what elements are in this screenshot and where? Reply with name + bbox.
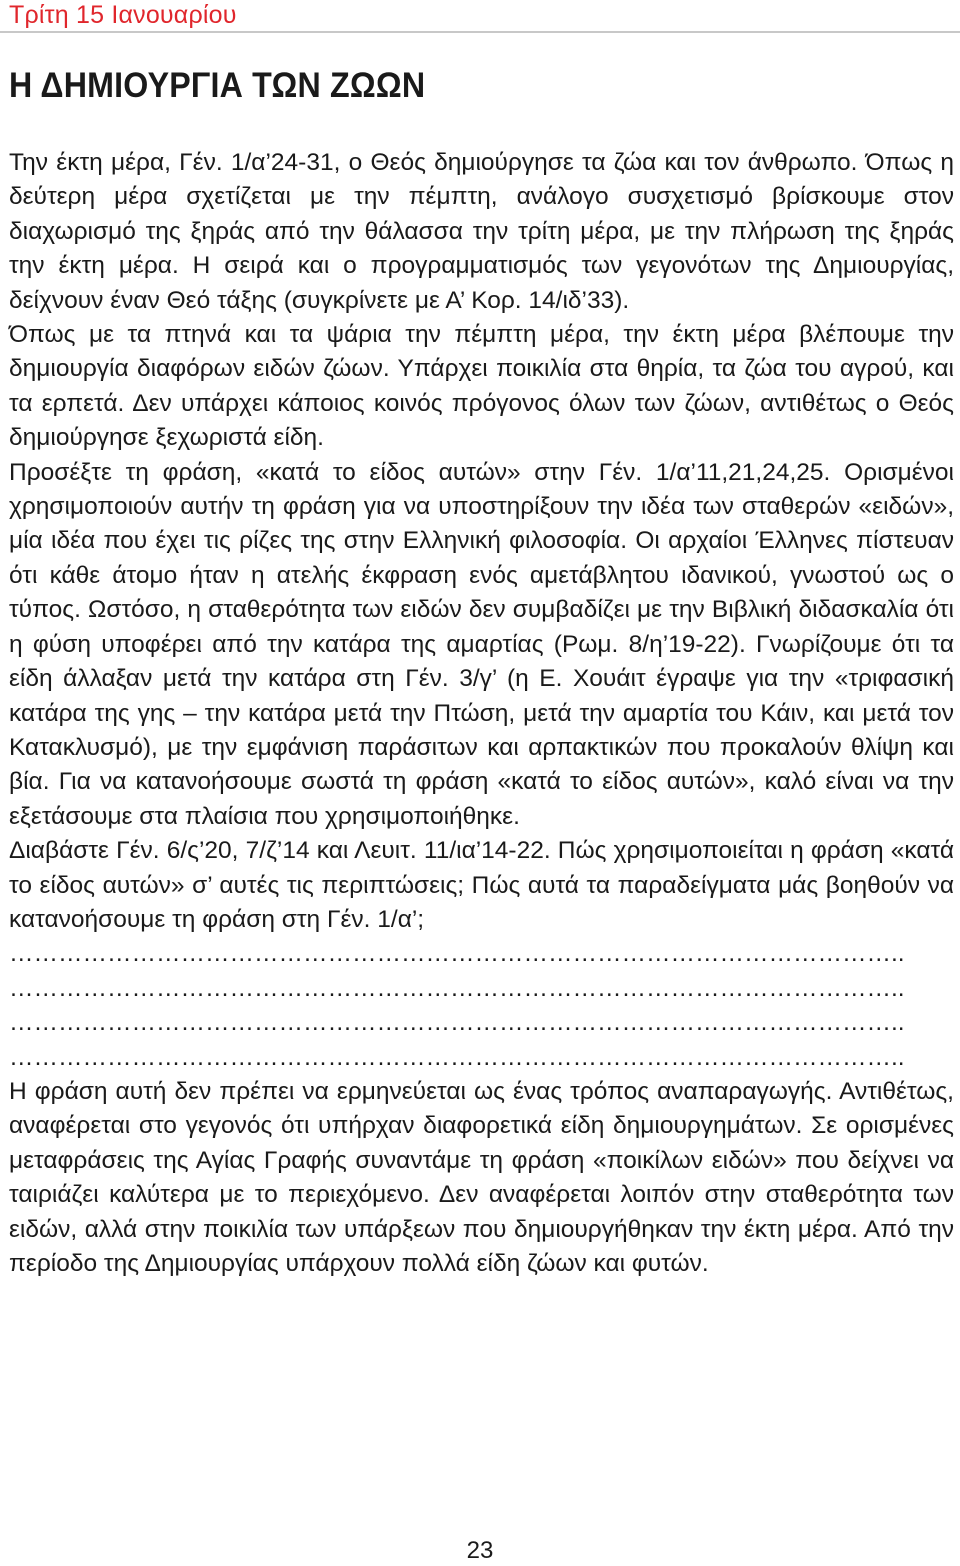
answer-line[interactable]: ……………………………………………………………………………………………….. [9, 940, 905, 968]
answer-line[interactable]: ……………………………………………………………………………………………….. [9, 974, 905, 1002]
header-date: Τρίτη 15 Ιανουαρίου [9, 1, 237, 29]
paragraph-question: Διαβάστε Γέν. 6/ς’20, 7/ζ’14 και Λευιτ. 11/ια’14-22. Πώς χρησιμοποιείται η φράση «κατά το είδος αυτών» σ’ αυτές τις περιπτώσεις; Πώς αυτά τα παραδείγματα μάς βοηθούν να κατανοήσουμε τη φράση στη Γέν. 1/α’; [9, 837, 954, 933]
answer-line[interactable]: ……………………………………………………………………………………………….. [9, 1009, 905, 1037]
paragraph-intro: Την έκτη μέρα, Γέν. 1/α’24-31, ο Θεός δημιούργησε τα ζώα και τον άνθρωπο. Όπως η δεύτερη μέρα σχετίζεται με την πέμπτη, ανάλογο συσχετισμό βρίσκουμε στον διαχωρισμό της ξηράς από την θάλασσα την τρίτη μέρα, με την πλήρωση της ξηράς την έκτη μέρα. Η σειρά και ο προγραμματισμός των γεγονότων της Δημιουργίας, δείχνουν έναν Θεό τάξης (συγκρίνετε με Α’ Κορ. 14/ιδ’33). [9, 149, 954, 314]
page-title: Η ΔΗΜΙΟΥΡΓΙΑ ΤΩΝ ΖΩΩΝ [9, 66, 426, 105]
page-number: 23 [466, 1537, 494, 1564]
answer-line[interactable]: ……………………………………………………………………………………………….. [9, 1043, 905, 1071]
header-divider [0, 31, 960, 33]
paragraph-animals: Όπως με τα πτηνά και τα ψάρια την πέμπτη μέρα, την έκτη μέρα βλέπουμε την δημιουργία διαφόρων ειδών ζώων. Υπάρχει ποικιλία στα θηρία, τα ζώα του αγρού, και τα ερπετά. Δεν υπάρχει κάποιος κοινός πρόγονος όλων των ζώων, αντιθέτως ο Θεός δημιούργησε ξεχωριστά είδη. [9, 321, 954, 452]
paragraph-closing: Η φράση αυτή δεν πρέπει να ερμηνεύεται ως ένας τρόπος αναπαραγωγής. Αντιθέτως, αναφέρεται στο γεγονός ότι υπήρχαν διαφορετικά είδη δημιουργημάτων. Σε ορισμένες μεταφράσεις της Αγίας Γραφής συναντάμε τη φράση «ποικίλων ειδών» που δείχνει να ταιριάζει καλύτερα με το περιεχόμενο. Δεν αναφέρεται λοιπόν στην σταθερότητα των ειδών, αλλά στην ποικιλία των υπάρξεων που δημιουργήθηκαν την έκτη μέρα. Από την περίοδο της Δημιουργίας υπάρχουν πολλά είδη ζώων και φυτών. [9, 1077, 954, 1277]
page-header [0, 0, 960, 34]
article-body [9, 146, 954, 1281]
paragraph-kinds: Προσέξτε τη φράση, «κατά το είδος αυτών» στην Γέν. 1/α’11,21,24,25. Ορισμένοι χρησιμοποιούν αυτήν τη φράση για να υποστηρίξουν την ιδέα των σταθερών «ειδών», μία ιδέα που έχει τις ρίζες της στην Ελληνική φιλοσοφία. Οι αρχαίοι Έλληνες πίστευαν ότι κάθε άτομο ήταν η ατελής έκφραση ενός αμετάβλητου ιδανικού, γνωστού ως ο τύπος. Ωστόσο, η σταθερότητα των ειδών δεν συμβαδίζει με την Βιβλική διδασκαλία ότι η φύση υποφέρει από την κατάρα της αμαρτίας (Ρωμ. 8/η’19-22). Γνωρίζουμε ότι τα είδη άλλαξαν μετά την κατάρα στη Γέν. 3/γ’ (η Ε. Χουάιτ έγραψε για την «τριφασική κατάρα της γης – την κατάρα μετά την Πτώση, μετά την αμαρτία του Κάιν, και μετά τον Κατακλυσμό), με την εμφάνιση παράσιτων και αρπακτικών που προκαλούν θλίψη και βία. Για να κατανοήσουμε σωστά τη φράση «κατά το είδος αυτών», καλό είναι να την εξετάσουμε στα πλαίσια που χρησιμοποιήθηκε. [9, 458, 954, 830]
